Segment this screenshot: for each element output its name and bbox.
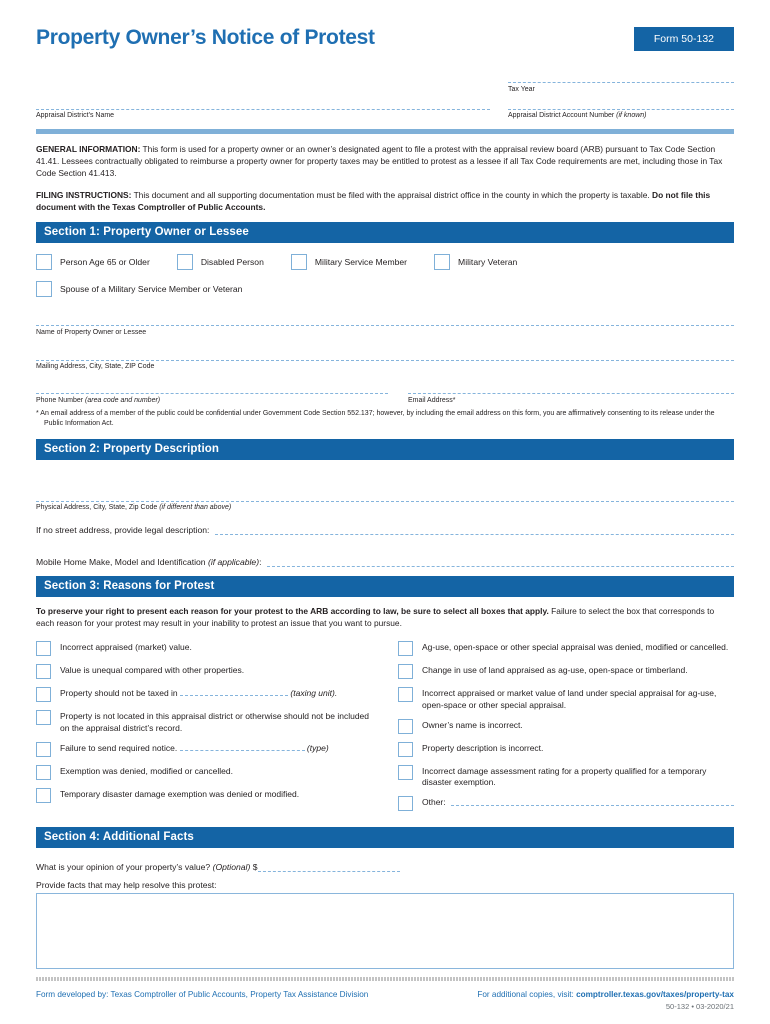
phone-label: Phone Number (area code and number): [36, 396, 161, 404]
filing-instructions-paragraph: FILING INSTRUCTIONS: This document and all supporting documentation must be filed with the appraisal district office in the county in which the property is taxable. Do not file this document with the Texas Comptroller of Public Accounts.: [36, 189, 711, 212]
reason-property-description-incorrect[interactable]: Property description is incorrect.: [398, 741, 734, 757]
reason-incorrect-damage-rating[interactable]: Incorrect damage assessment rating for a property qualified for a temporary disaster exemption.: [398, 764, 734, 788]
legal-description-input-line[interactable]: [215, 524, 734, 535]
taxing-unit-input-line[interactable]: [180, 688, 288, 696]
reason-failure-to-send-notice[interactable]: Failure to send required notice. (type): [36, 741, 372, 757]
footer-copies-line: For additional copies, visit: comptroller.texas.gov/taxes/property-tax: [477, 990, 734, 1000]
spouse-checkbox[interactable]: [36, 281, 52, 297]
facts-textarea[interactable]: [36, 893, 734, 969]
filing-instructions-label: FILING INSTRUCTIONS:: [36, 189, 132, 200]
owner-name-incorrect-checkbox[interactable]: [398, 719, 413, 734]
checkbox-item-military-member[interactable]: Military Service Member: [291, 254, 407, 270]
reason-other[interactable]: Other:: [398, 795, 734, 811]
email-input-line[interactable]: [408, 382, 734, 394]
mailing-address-input-line[interactable]: [36, 349, 734, 361]
section3-columns: [36, 640, 734, 818]
legal-description-row: [36, 524, 734, 535]
checkbox-item-disabled[interactable]: Disabled Person: [177, 254, 264, 270]
opinion-value-input-line[interactable]: [258, 861, 400, 872]
email-label: Email Address*: [408, 396, 456, 404]
damage-rating-checkbox[interactable]: [398, 765, 413, 780]
page-title: Property Owner’s Notice of Protest: [36, 26, 375, 49]
opinion-label: What is your opinion of your property’s value? (Optional) $: [36, 862, 258, 873]
other-reason-checkbox[interactable]: [398, 796, 413, 811]
military-member-checkbox[interactable]: [291, 254, 307, 270]
tax-year-label: Tax Year: [508, 85, 535, 93]
physical-address-input-line[interactable]: [36, 490, 734, 502]
phone-input-line[interactable]: [36, 382, 388, 394]
reason-incorrect-value[interactable]: Incorrect appraised (market) value.: [36, 640, 372, 656]
temp-disaster-checkbox[interactable]: [36, 788, 51, 803]
general-information-label: GENERAL INFORMATION:: [36, 144, 141, 154]
mobile-home-label: Mobile Home Make, Model and Identification (if applicable):: [36, 557, 262, 568]
general-information-paragraph: GENERAL INFORMATION: This form is used for a property owner or an owner’s designated agent to file a protest with the appraisal review board (ARB) pursuant to Tax Code Section 41.41. Lessees contractually obligated to reimburse a property owner for property taxes may be entitled to protest as a lessee if all Tax Code requirements are met, including those in Tax Code Section 41.413.: [36, 144, 723, 179]
disabled-person-checkbox[interactable]: [177, 254, 193, 270]
district-name-input-line[interactable]: [36, 98, 490, 110]
reason-exemption-denied[interactable]: Exemption was denied, modified or cancelled.: [36, 764, 372, 780]
footer-developed-by: Form developed by: Texas Comptroller of Public Accounts, Property Tax Assistance Division: [36, 990, 369, 1000]
failure-notice-checkbox[interactable]: [36, 742, 51, 757]
form-number-badge: Form 50-132: [634, 27, 734, 51]
form-header: [36, 26, 734, 51]
section4-header: Section 4: Additional Facts: [36, 827, 734, 848]
reason-unequal-value[interactable]: Value is unequal compared with other properties.: [36, 663, 372, 679]
reason-temp-disaster-exemption[interactable]: Temporary disaster damage exemption was denied or modified.: [36, 787, 372, 803]
facts-label: Provide facts that may help resolve this protest:: [36, 880, 217, 891]
should-not-be-taxed-checkbox[interactable]: [36, 687, 51, 702]
physical-address-label: Physical Address, City, State, Zip Code (if different than above): [36, 504, 232, 512]
not-located-checkbox[interactable]: [36, 710, 51, 725]
section2-header: Section 2: Property Description: [36, 439, 734, 460]
other-reason-input-line[interactable]: [451, 797, 734, 806]
phone-field: [36, 382, 388, 404]
footer-copies: [477, 990, 734, 1011]
reason-ag-use-denied[interactable]: Ag-use, open-space or other special appraisal was denied, modified or cancelled.: [398, 640, 734, 656]
header-divider-bar: [36, 129, 734, 134]
exemption-denied-checkbox[interactable]: [36, 765, 51, 780]
unequal-value-checkbox[interactable]: [36, 664, 51, 679]
account-number-field: [508, 98, 734, 120]
legal-description-label: If no street address, provide legal description:: [36, 525, 210, 536]
owner-name-label: Name of Property Owner or Lessee: [36, 328, 147, 336]
reason-change-in-use[interactable]: Change in use of land appraised as ag-use, open-space or timberland.: [398, 663, 734, 679]
section1-header: Section 1: Property Owner or Lessee: [36, 222, 734, 243]
district-name-field: [36, 98, 490, 120]
footer: [36, 990, 734, 1011]
physical-address-field: [36, 490, 734, 512]
mailing-address-label: Mailing Address, City, State, ZIP Code: [36, 363, 155, 371]
section3-right-column: [398, 640, 734, 818]
owner-name-input-line[interactable]: [36, 314, 734, 326]
mobile-home-input-line[interactable]: [267, 556, 734, 567]
section3-header: Section 3: Reasons for Protest: [36, 576, 734, 597]
mailing-address-field: [36, 349, 734, 371]
ag-use-denied-checkbox[interactable]: [398, 641, 413, 656]
section3-intro: To preserve your right to present each reason for your protest to the ARB according to law, be sure to select all boxes that apply. Failure to select the box that corresponds to each reason for your protest may result in your inability to protest an issue that you want to pursue.: [36, 606, 715, 629]
mobile-home-row: [36, 556, 734, 567]
checkbox-item-military-veteran[interactable]: Military Veteran: [434, 254, 517, 270]
incorrect-value-checkbox[interactable]: [36, 641, 51, 656]
tax-year-row: [36, 71, 734, 93]
reason-owner-name-incorrect[interactable]: Owner’s name is incorrect.: [398, 718, 734, 734]
notice-type-input-line[interactable]: [180, 743, 305, 751]
footer-divider-bar: [36, 977, 734, 981]
property-description-checkbox[interactable]: [398, 742, 413, 757]
footer-form-meta: 50-132 • 03-2020/21: [665, 1002, 734, 1012]
section3-left-column: [36, 640, 372, 818]
tax-year-field: [508, 71, 734, 93]
reason-should-not-be-taxed[interactable]: Property should not be taxed in (taxing unit).: [36, 686, 372, 702]
special-appraisal-value-checkbox[interactable]: [398, 687, 413, 702]
section1-checkbox-row2: [36, 281, 734, 297]
footer-url: comptroller.texas.gov/taxes/property-tax: [576, 990, 734, 1000]
age65-checkbox[interactable]: [36, 254, 52, 270]
email-field: [408, 382, 734, 404]
reason-not-located-in-district[interactable]: Property is not located in this appraisal district or otherwise should not be included on the appraisal district’s record.: [36, 709, 372, 733]
checkbox-item-age65[interactable]: Person Age 65 or Older: [36, 254, 150, 270]
opinion-of-value-row: [36, 861, 734, 872]
tax-year-input-line[interactable]: [508, 71, 734, 83]
account-number-input-line[interactable]: [508, 98, 734, 110]
district-name-label: Appraisal District’s Name: [36, 112, 115, 119]
district-row: [36, 98, 734, 120]
checkbox-item-spouse[interactable]: Spouse of a Military Service Member or Veteran: [36, 281, 242, 297]
owner-name-field: [36, 314, 734, 336]
phone-email-row: [36, 382, 734, 404]
account-number-label: Appraisal District Account Number (if known): [508, 112, 647, 119]
section1-checkbox-row1: [36, 254, 734, 270]
reason-incorrect-special-appraisal-value[interactable]: Incorrect appraised or market value of land under special appraisal for ag-use, open-space or other special appraisal.: [398, 686, 734, 710]
military-veteran-checkbox[interactable]: [434, 254, 450, 270]
email-footnote: * An email address of a member of the public could be confidential under Government Code Section 552.137; however, by including the email address on this form, you are affirmatively consenting to its release under the Public Information Act.: [36, 409, 715, 428]
change-in-use-checkbox[interactable]: [398, 664, 413, 679]
